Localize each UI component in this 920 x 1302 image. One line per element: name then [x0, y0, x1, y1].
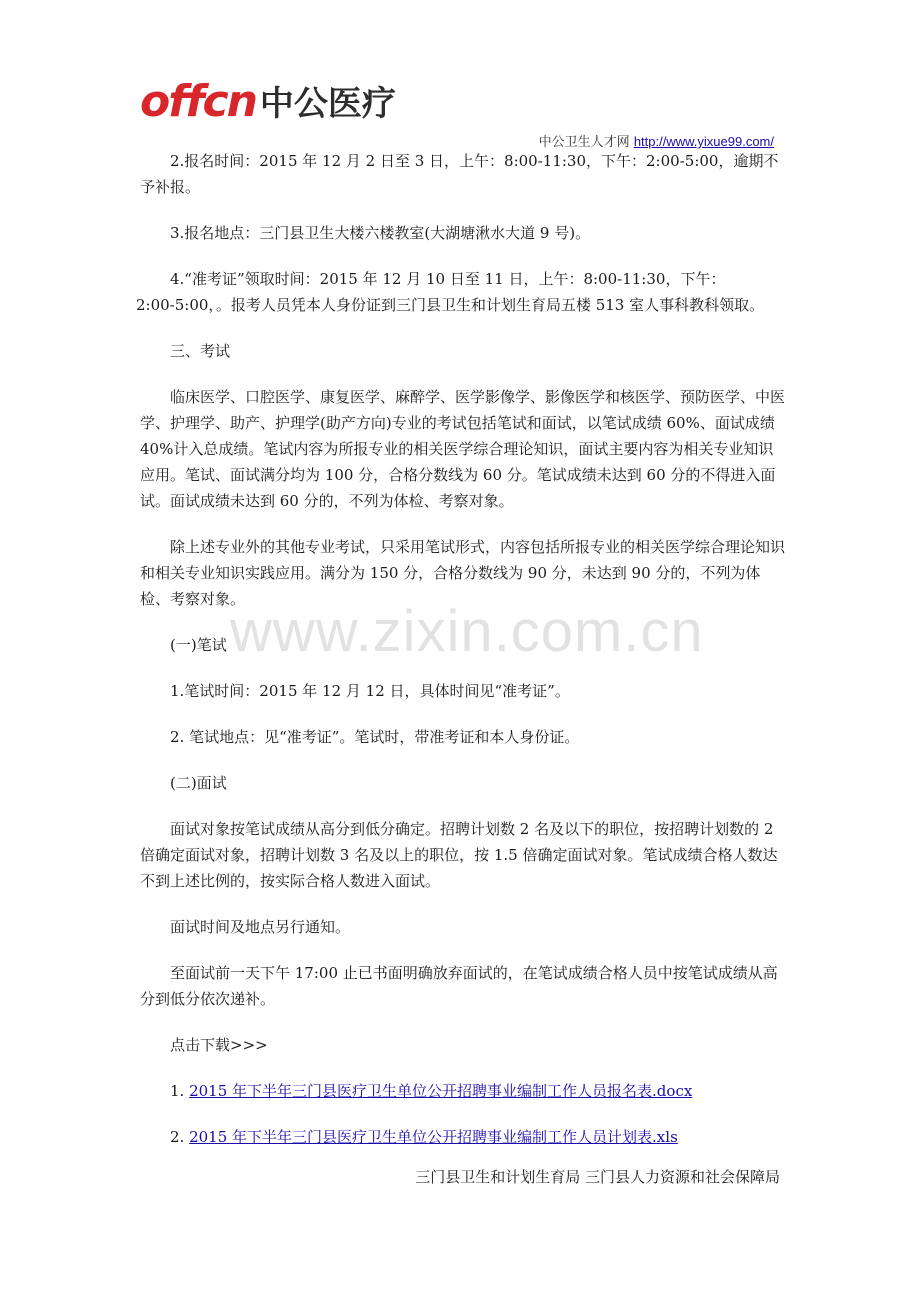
interview-notice: 面试时间及地点另行通知。	[170, 918, 351, 936]
download-link-registration-form[interactable]: 2015 年下半年三门县医疗卫生单位公开招聘事业编制工作人员报名表.docx	[189, 1082, 693, 1100]
registration-place: 3.报名地点：三门县卫生大楼六楼教室(大湖塘湫水大道 9 号)。	[170, 224, 591, 242]
download-prompt: 点击下载>>>	[170, 1036, 268, 1054]
written-exam-time: 1.笔试时间：2015 年 12 月 12 日，具体时间见“准考证”。	[170, 682, 570, 700]
download-number: 2.	[170, 1128, 190, 1146]
logo-cn-text: 中公医疗	[259, 84, 396, 124]
registration-time: 2.报名时间：2015 年 12 月 2 日至 3 日，上午：8:00-11:30，下午：2:00-5:00，逾期不予补报。	[140, 152, 779, 196]
document-body	[136, 148, 788, 1190]
admission-ticket-time: 4.“准考证”领取时间：2015 年 12 月 10 日至 11 日，上午：8:00-11:30，下午：	[170, 270, 726, 288]
admission-ticket-detail: 2:00-5:00，。报考人员凭本人身份证到三门县卫生和计划生育局五楼 513 室人事科教科领取。	[136, 296, 765, 314]
exam-other-paragraph: 除上述专业外的其他专业考试，只采用笔试形式，内容包括所报专业的相关医学综合理论知识和相关专业知识实践应用。满分为 150 分，合格分数线为 90 分，未达到 90 分的，不列为体检、考察对象。	[140, 538, 786, 608]
section-exam-heading: 三、考试	[170, 342, 231, 360]
download-item	[140, 1124, 788, 1150]
offcn-logo	[140, 76, 396, 127]
site-name: 中公卫生人才网	[538, 135, 630, 150]
logo-offcn-text: offcn	[140, 76, 256, 127]
written-exam-heading: (一)笔试	[170, 636, 227, 654]
download-link-plan-table[interactable]: 2015 年下半年三门县医疗卫生单位公开招聘事业编制工作人员计划表.xls	[189, 1128, 678, 1146]
download-number: 1.	[170, 1082, 190, 1100]
written-exam-place: 2. 笔试地点：见“准考证”。笔试时，带准考证和本人身份证。	[170, 728, 580, 746]
interview-heading: (二)面试	[170, 774, 227, 792]
download-item	[140, 1078, 788, 1104]
issuer-signature: 三门县卫生和计划生育局 三门县人力资源和社会保障局	[415, 1168, 780, 1186]
interview-selection: 面试对象按笔试成绩从高分到低分确定。招聘计划数 2 名及以下的职位，按招聘计划数的 2 倍确定面试对象，招聘计划数 3 名及以上的职位，按 1.5 倍确定面试对象。笔试成绩合格人数达不到上述比例的，按实际合格人数进入面试。	[140, 820, 778, 890]
site-url-link[interactable]: http://www.yixue99.com/	[633, 134, 774, 149]
interview-substitution: 至面试前一天下午 17:00 止已书面明确放弃面试的，在笔试成绩合格人员中按笔试成绩从高分到低分依次递补。	[140, 964, 778, 1008]
exam-medical-paragraph: 临床医学、口腔医学、康复医学、麻醉学、医学影像学、影像医学和核医学、预防医学、中医学、护理学、助产、护理学(助产方向)专业的考试包括笔试和面试，以笔试成绩 60%、面试成绩 40%计入总成绩。笔试内容为所报专业的相关医学综合理论知识，面试主要内容为相关专业知识应用。笔试、面试满分均为 100 分，合格分数线为 60 分。笔试成绩未达到 60 分的不得进入面试。面试成绩未达到 60 分的，不列为体检、考察对象。	[140, 388, 786, 510]
watermark: www.zixin.com.cn	[230, 599, 704, 664]
